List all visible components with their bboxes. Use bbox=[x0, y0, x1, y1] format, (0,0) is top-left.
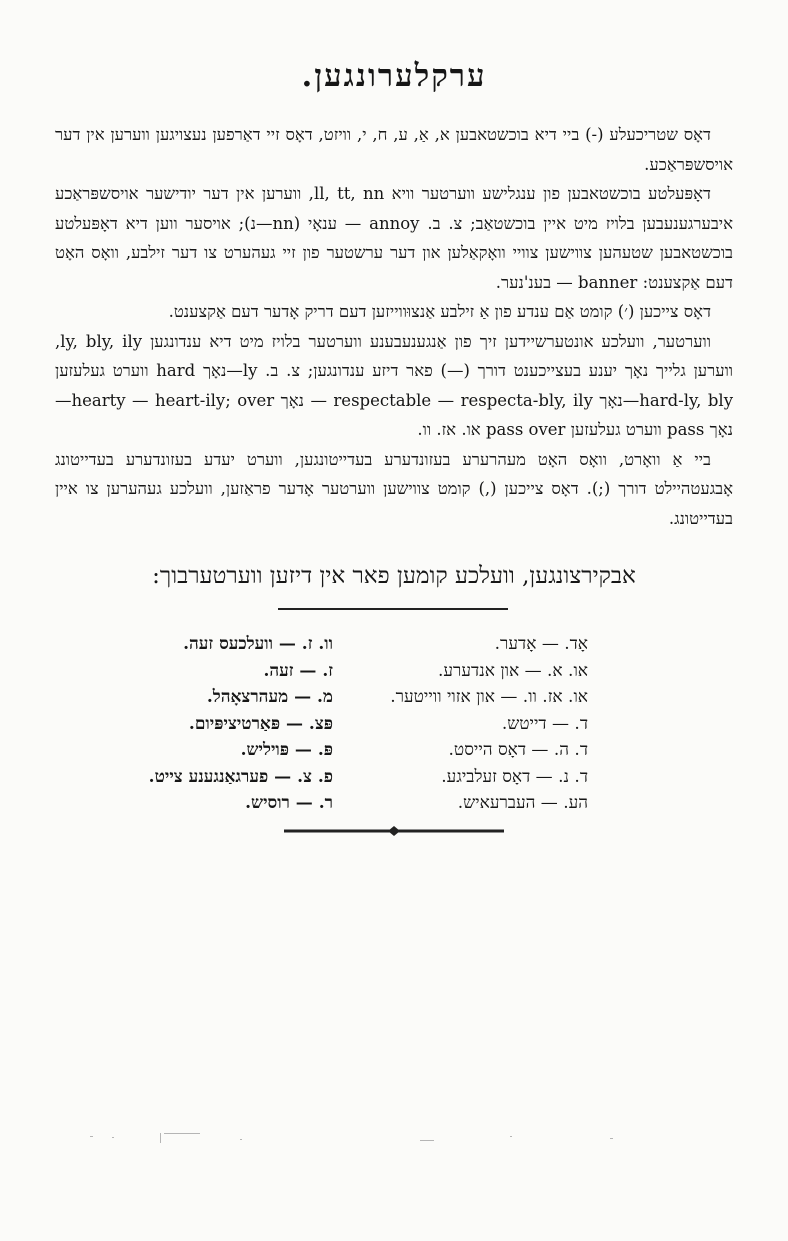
abbreviation-item: מ. — מעהרצאָהל. bbox=[206, 687, 333, 707]
abbreviation-item: ד. נ. — דאָס זעלביגע. bbox=[441, 766, 588, 787]
abbreviations-right-column bbox=[390, 631, 588, 817]
abbreviation-item: ד. ה. — דאָס הייסט. bbox=[448, 740, 588, 760]
heading-rule bbox=[278, 608, 508, 610]
abbreviation-item: פּצ. — פּאַרטיציפּיום. bbox=[188, 713, 333, 734]
abbreviation-item: אָד. — אָדער. bbox=[494, 634, 588, 654]
abbreviation-item: ד. — דייטש. bbox=[501, 713, 588, 734]
page-title: ערקלערונגען. bbox=[301, 58, 487, 94]
abbreviation-item: ז. — זעה. bbox=[263, 660, 333, 681]
paragraph-1: דאָס שטריכעלע (-) ביי דיא בוכשטאבען א, אַ, ע, ח, י, וויזט, דאָס זיי דאַרפען נעצויגען ווערען אין דער אויסשפּראַכע. bbox=[55, 125, 733, 174]
paragraph-4: ווערטער, וועלכע אונטערשיידען זיך פון אַנגענעבענע ווערטער בלויז מיט דיא ענדונגען ly, bly, ily, ווערען גלייך נאָך יענע בעצייכענט דורך (—) פאר דיזע ענדונגען; צ. ב. ly—נאָך hard ווערט געלעזען hard-ly, bly—נאָך respectable — respecta-bly, ily — נאָך hearty — heart-ily; over—נאָך pass ווערט געלעזען pass over או. אז. וו. bbox=[55, 331, 734, 439]
abbreviation-item: ר. — רוסיש. bbox=[245, 793, 333, 813]
abbreviation-item: פּ. — פּויליש. bbox=[240, 740, 333, 760]
abbreviation-item: וו. ז. — וועלכעס זעה. bbox=[183, 634, 333, 654]
paragraph-5: ביי אַ וואָרט, וואָס האָט מעהרערע בעזונדערע בעדייטונגען, ווערט יעדע בעזונדערע בעדייטונג אָבגעטהיילט דורך (;). דאָס צייכען (,) קומט צווישען ווערטער אָדער פראַזען, וועלכע געהערען צו איין בעדייטונג. bbox=[55, 449, 733, 528]
abbreviations-left-column bbox=[149, 631, 333, 817]
abbreviation-item: או. אז. וו. — און אזוי ווייטער. bbox=[390, 687, 588, 707]
paragraph-3: דאָס צייכען (׳) קומט אַם ענדע פון אַ זילבע אַנצוּווייזען דעם דריק אָדער דעם אַקצענט. bbox=[168, 302, 711, 321]
abbreviation-item: או. א. — און אנדערע. bbox=[438, 660, 588, 681]
abbreviation-item: פ. צ. — פערגאַנגענע צייט. bbox=[148, 766, 333, 787]
scan-artifacts bbox=[90, 1130, 710, 1150]
body-text bbox=[55, 120, 733, 533]
abbreviations-heading: אבקירצונגען, וועלכע קומען פאר אין דיזען ווערטערבוך: bbox=[152, 563, 636, 589]
abbreviation-item: הע. — העברעאיש. bbox=[457, 793, 588, 813]
paragraph-2: דאָפּעלטע בוכשטאבען פון ענגלישע ווערטער וויא ll, tt, nn, ווערען אין דער יודישער אויסשפּראַכע איבערגענעבען בלויז מיט איין בוכשטאַב; צ. ב. annoy — ענאָי (nn—נ); אויסער ווען דיא דאָפּעלטע בוכשטאבען שטעהען צווישען צוויי וואָקאַלען און דער ערשטער פון זיי געהערט צו דער זילבע, וואָס האָט דעם אַקצענט: banner — בענ'נער. bbox=[55, 184, 733, 292]
ornamental-divider bbox=[284, 826, 504, 836]
